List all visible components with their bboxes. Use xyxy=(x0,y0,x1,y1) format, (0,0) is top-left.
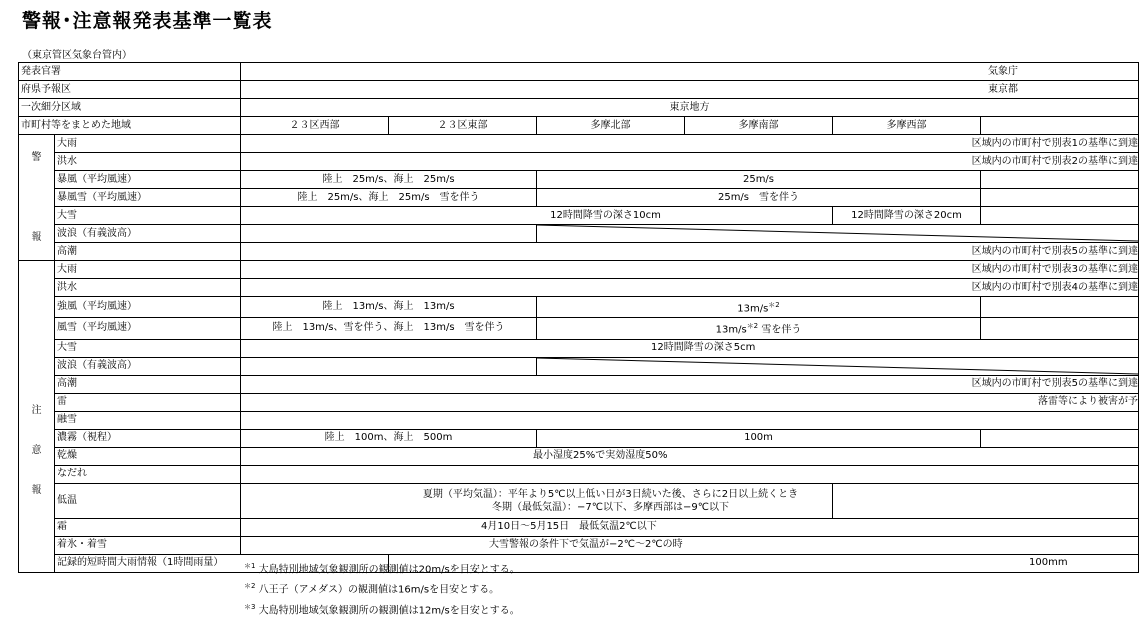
table-row xyxy=(19,261,1139,279)
item-label: 大雨 xyxy=(55,135,241,153)
item-label: 濃霧（視程） xyxy=(55,429,241,447)
item-value: 落雷等により被害が予 xyxy=(241,393,1139,411)
table-row xyxy=(19,447,1139,465)
item-label: 乾燥 xyxy=(55,447,241,465)
item-value: 区域内の市町村で別表4の基準に到達 xyxy=(241,279,1139,297)
table-row xyxy=(19,171,1139,189)
value-text: 13m/s xyxy=(737,303,769,315)
footnote xyxy=(244,599,520,619)
forecast-area-value: 東京都 xyxy=(241,81,1139,99)
table-row xyxy=(19,393,1139,411)
item-value: 4月10日～5月15日 最低気温2℃以下 xyxy=(241,518,1139,536)
item-value: 最小湿度25%で実効湿度50% xyxy=(241,447,1139,465)
table-row xyxy=(19,483,1139,518)
table-row xyxy=(19,318,1139,339)
teion-line-1: 夏期（平均気温）：平年より5℃以上低い日が3日続いた後、さらに2日以上続くとき xyxy=(422,488,799,500)
item-value-23ku xyxy=(241,357,537,375)
item-value: 100mm xyxy=(389,554,1139,572)
item-label: 強風（平均風速） xyxy=(55,297,241,318)
empty-cell xyxy=(981,207,1139,225)
empty-cell xyxy=(981,318,1139,339)
group-char: 警 xyxy=(31,151,42,163)
table-row xyxy=(19,411,1139,429)
empty-cell xyxy=(833,483,1139,518)
group-char: 意 xyxy=(31,445,42,457)
empty-cell xyxy=(241,465,1139,483)
footnote-mark: ＊1 xyxy=(244,562,256,570)
diagonal-line xyxy=(537,358,1138,374)
row-label: 府県予報区 xyxy=(19,81,241,99)
diagonal-cell xyxy=(537,225,1139,243)
table-row xyxy=(19,207,1139,225)
footnote-text: 八王子（アメダス）の観測値は16m/sを目安とする。 xyxy=(258,584,500,596)
item-value: 区域内の市町村で別表5の基準に到達 xyxy=(241,375,1139,393)
item-label: 高潮 xyxy=(55,243,241,261)
table-row xyxy=(19,225,1139,243)
empty-cell xyxy=(981,171,1139,189)
item-label: 波浪（有義波高） xyxy=(55,225,241,243)
item-value-23ku: 陸上 100m、海上 500m xyxy=(241,429,537,447)
footnote-mark: ＊3 xyxy=(244,602,256,611)
empty-cell xyxy=(981,189,1139,207)
table-row xyxy=(19,117,1139,135)
table-row xyxy=(19,339,1139,357)
item-value: 12時間降雪の深さ5cm xyxy=(241,339,1139,357)
table-row xyxy=(19,63,1139,81)
empty-cell xyxy=(241,411,1139,429)
group-char: 注 xyxy=(31,405,42,417)
keiho-group-label xyxy=(19,135,55,261)
item-value: 区域内の市町村で別表5の基準に到達 xyxy=(241,243,1139,261)
item-label: 暴風雪（平均風速） xyxy=(55,189,241,207)
item-value-tama xyxy=(537,297,981,318)
item-value-tama-west: 12時間降雪の深さ20cm xyxy=(833,207,981,225)
footnote xyxy=(244,578,520,598)
region-header: ２３区東部 xyxy=(389,117,537,135)
item-value-23ku: 陸上 13m/s、雪を伴う、海上 13m/s 雪を伴う xyxy=(241,318,537,339)
item-value-23ku: 陸上 25m/s、海上 25m/s 雪を伴う xyxy=(241,189,537,207)
item-value-tama: 100m xyxy=(537,429,981,447)
item-value-main: 12時間降雪の深さ10cm xyxy=(241,207,833,225)
item-label: 低温 xyxy=(55,483,241,518)
item-value-tama: 25m/s 雪を伴う xyxy=(537,189,981,207)
diagonal-cell xyxy=(537,357,1139,375)
region-header: ２３区西部 xyxy=(241,117,389,135)
footnote-text: 大島特別地域気象観測所の観測値は12m/sを目安とする。 xyxy=(258,604,520,616)
empty-cell xyxy=(981,297,1139,318)
table-row xyxy=(19,81,1139,99)
table-row xyxy=(19,297,1139,318)
table-row xyxy=(19,279,1139,297)
subdivision-value: 東京地方 xyxy=(241,99,1139,117)
table-row xyxy=(19,135,1139,153)
item-label: 高潮 xyxy=(55,375,241,393)
item-value: 区域内の市町村で別表2の基準に到達 xyxy=(241,153,1139,171)
group-char: 報 xyxy=(31,485,42,497)
item-value: 区域内の市町村で別表3の基準に到達 xyxy=(241,261,1139,279)
table-row xyxy=(19,465,1139,483)
item-label: 風雪（平均風速） xyxy=(55,318,241,339)
value-text: 13m/s xyxy=(715,324,747,336)
row-label: 市町村等をまとめた地域 xyxy=(19,117,241,135)
item-label: 暴風（平均風速） xyxy=(55,171,241,189)
table-row xyxy=(19,243,1139,261)
diagonal-line xyxy=(537,225,1138,241)
row-label: 発表官署 xyxy=(19,63,241,81)
item-label: 洪水 xyxy=(55,279,241,297)
table-row xyxy=(19,429,1139,447)
row-label: 一次細分区域 xyxy=(19,99,241,117)
item-label: 大雪 xyxy=(55,339,241,357)
item-label: 洪水 xyxy=(55,153,241,171)
table-row xyxy=(19,375,1139,393)
item-label: 大雨 xyxy=(55,261,241,279)
footnote-text: 大島特別地域気象観測所の観測値は20m/sを目安とする。 xyxy=(258,564,520,576)
footnote xyxy=(244,558,520,578)
table-row xyxy=(19,554,1139,572)
criteria-table xyxy=(18,62,1139,576)
issuing-office-value: 気象庁 xyxy=(241,63,1139,81)
item-label: 着氷・着雪 xyxy=(55,536,241,554)
region-header-empty xyxy=(981,117,1139,135)
item-label: 霜 xyxy=(55,518,241,536)
item-label: 融雪 xyxy=(55,411,241,429)
item-value: 区域内の市町村で別表1の基準に到達 xyxy=(241,135,1139,153)
region-header: 多摩北部 xyxy=(537,117,685,135)
criteria-table-wrapper xyxy=(18,62,1138,569)
footnote-mark: ＊2 xyxy=(768,301,780,309)
value-suffix: 雪を伴う xyxy=(761,324,802,336)
table-row xyxy=(19,357,1139,375)
chuiho-group-label xyxy=(19,261,55,573)
item-label: なだれ xyxy=(55,465,241,483)
item-value-teion xyxy=(241,483,833,518)
page-subtitle: （東京管区気象台管内） xyxy=(22,50,132,61)
region-header: 多摩南部 xyxy=(685,117,833,135)
footnote-mark: ＊2 xyxy=(244,582,256,591)
item-label: 雷 xyxy=(55,393,241,411)
item-label: 波浪（有義波高） xyxy=(55,357,241,375)
table-row xyxy=(19,189,1139,207)
item-value-23ku: 陸上 25m/s、海上 25m/s xyxy=(241,171,537,189)
teion-line-2: 冬期（最低気温）：−7℃以下、多摩西部は−9℃以下 xyxy=(492,501,729,513)
table-row xyxy=(19,536,1139,554)
page-title: 警報･注意報発表基準一覧表 xyxy=(22,10,273,32)
empty-cell xyxy=(981,429,1139,447)
row-label: 記録的短時間大雨情報（1時間雨量） xyxy=(55,554,389,572)
footnote-mark: ＊2 xyxy=(746,322,759,331)
item-value: 大雪警報の条件下で気温が−2℃～2℃の時 xyxy=(241,536,1139,554)
table-row xyxy=(19,518,1139,536)
footnotes xyxy=(244,558,520,619)
region-header: 多摩西部 xyxy=(833,117,981,135)
table-row xyxy=(19,153,1139,171)
item-value-23ku xyxy=(241,225,537,243)
item-label: 大雪 xyxy=(55,207,241,225)
table-row xyxy=(19,99,1139,117)
group-char: 報 xyxy=(31,231,42,243)
item-value-tama xyxy=(537,318,981,339)
item-value-23ku: 陸上 13m/s、海上 13m/s xyxy=(241,297,537,318)
item-value-tama: 25m/s xyxy=(537,171,981,189)
